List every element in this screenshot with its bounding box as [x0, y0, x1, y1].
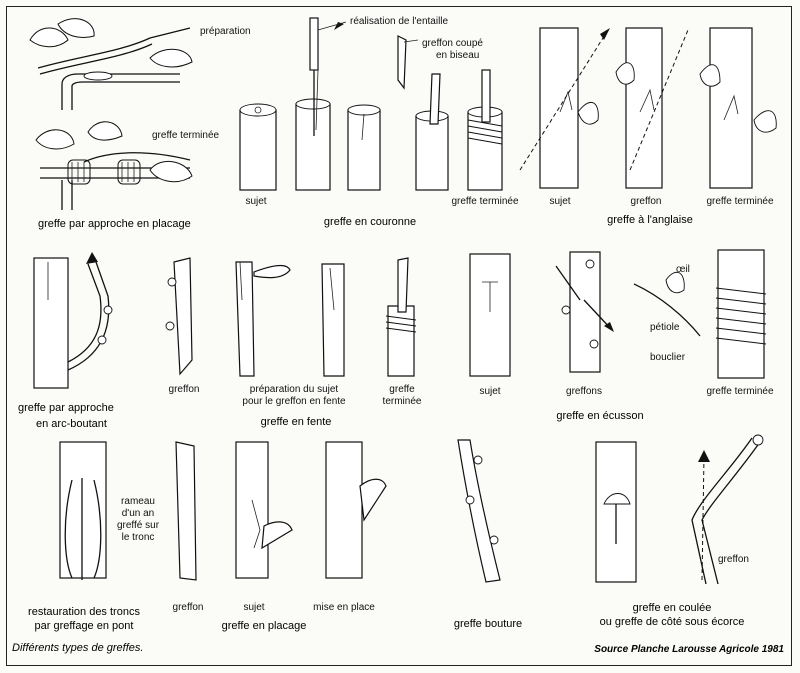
- label-bouclier: bouclier: [650, 352, 686, 363]
- placage-drawings: [176, 442, 386, 580]
- title-restauration-2: par greffage en pont: [34, 620, 134, 632]
- label-sujet-couronne: sujet: [245, 196, 267, 207]
- source-credit: Source Planche Larousse Agricole 1981: [594, 644, 784, 655]
- title-approche-arc-2: en arc-boutant: [36, 418, 107, 430]
- label-greffon-anglaise: greffon: [630, 196, 662, 207]
- fente-drawings: [166, 258, 416, 376]
- figure-caption: Différents types de greffes.: [12, 642, 144, 654]
- ecusson-drawings: [470, 250, 766, 378]
- label-mise-en-place: mise en place: [313, 602, 375, 613]
- label-sujet-placage: sujet: [243, 602, 265, 613]
- label-greffon-coulee: greffon: [718, 554, 749, 565]
- title-coulee-1: greffe en coulée: [632, 602, 712, 614]
- label-sujet-anglaise: sujet: [549, 196, 571, 207]
- approche-arc-drawing: [34, 252, 112, 388]
- label-greffon-biseau-1: greffon coupé: [422, 38, 483, 49]
- label-greffons-ecusson: greffons: [566, 386, 602, 397]
- label-greffe-terminee-couronne: greffe terminée: [451, 196, 519, 207]
- title-coulee-2: ou greffe de côté sous écorce: [599, 616, 745, 628]
- label-oeil: œil: [676, 264, 690, 275]
- label-greffe-terminee-ecusson: greffe terminée: [706, 386, 774, 397]
- label-petiole: pétiole: [650, 322, 680, 333]
- title-restauration-1: restauration des troncs: [28, 606, 140, 618]
- title-greffe-fente: greffe en fente: [260, 416, 332, 428]
- title-greffe-ecusson: greffe en écusson: [556, 410, 644, 422]
- label-rameau-4: le tronc: [121, 532, 155, 543]
- label-greffe-terminee-placage: greffe terminée: [152, 130, 220, 141]
- approche-placage-preparation-drawing: [30, 19, 192, 110]
- label-preparation: préparation: [200, 26, 251, 37]
- label-greffon-biseau-2: en biseau: [436, 50, 480, 61]
- label-rameau-3: greffé sur: [116, 520, 160, 531]
- label-rameau-1: rameau: [121, 496, 155, 507]
- label-greffon-placage: greffon: [172, 602, 204, 613]
- title-greffe-bouture: greffe bouture: [453, 618, 523, 630]
- label-realisation-entaille: réalisation de l'entaille: [350, 16, 449, 27]
- label-greffe-terminee-fente-2: terminée: [382, 396, 422, 407]
- label-greffon-fente: greffon: [168, 384, 200, 395]
- title-approche-arc-1: greffe par approche: [18, 402, 114, 414]
- title-greffe-couronne: greffe en couronne: [323, 216, 417, 228]
- label-greffe-terminee-fente-1: greffe: [389, 384, 415, 395]
- label-prep-sujet-1: préparation du sujet: [249, 384, 339, 395]
- title-greffe-placage: greffe en placage: [221, 620, 307, 632]
- label-rameau-2: d'un an: [121, 508, 155, 519]
- title-approche-placage: greffe par approche en placage: [38, 218, 191, 230]
- anglaise-drawings: [520, 28, 776, 188]
- restauration-drawing: [60, 442, 106, 580]
- label-sujet-ecusson: sujet: [479, 386, 501, 397]
- label-prep-sujet-2: pour le greffon en fente: [242, 396, 346, 407]
- title-greffe-anglaise: greffe à l'anglaise: [607, 214, 693, 226]
- label-greffe-terminee-anglaise: greffe terminée: [706, 196, 774, 207]
- bouture-drawing: [458, 440, 500, 582]
